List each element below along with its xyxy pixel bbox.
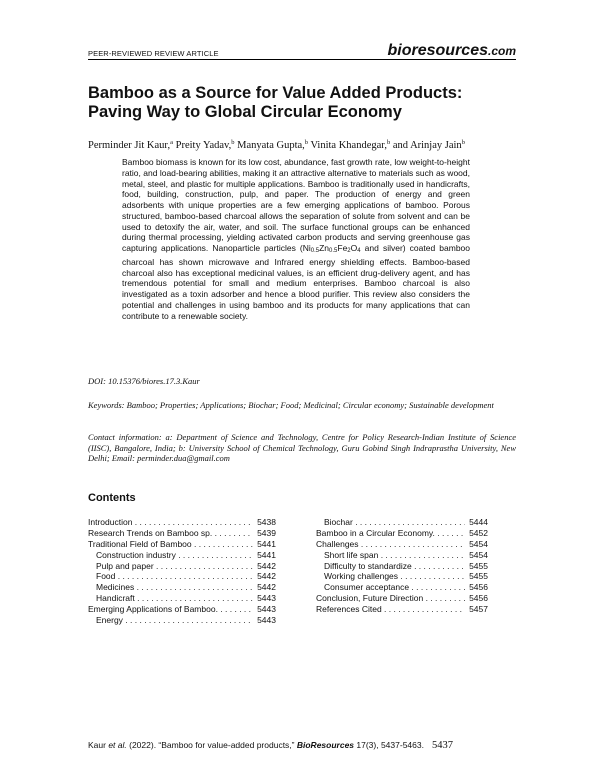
toc-entry[interactable]: Research Trends on Bamboo sp. . . . 5439 [88, 528, 276, 539]
title-line-2: Paving Way to Global Circular Economy [88, 103, 402, 121]
toc-entry[interactable]: Difficulty to standardize . . . 5455 [316, 561, 488, 572]
journal-name: BioResources [296, 740, 355, 750]
toc-entry[interactable]: Conclusion, Future Direction . . . 5456 [316, 593, 488, 604]
toc-column-right [316, 517, 488, 615]
logo-main: bioresources [387, 42, 488, 59]
author-3: Manyata Gupta,$^b$ [234, 139, 309, 151]
author-1: Perminder Jit Kaur,$^a$ [88, 139, 173, 151]
toc-entry[interactable]: Short life span . . . 5454 [316, 550, 488, 561]
toc-entry[interactable]: References Cited . . . 5457 [316, 604, 488, 615]
title-line-1: Bamboo as a Source for Value Added Products: [88, 84, 463, 102]
toc-entry[interactable]: Medicines . . . 5442 [88, 582, 276, 593]
toc-entry[interactable]: Energy . . . 5443 [88, 615, 276, 626]
contact-information: Contact information: a: Department of Science and Technology, Centre for Policy Research-Indian Institute of Science (IISC), Bangalore, India; b: University School of Chemical Technology, Guru Gobind Singh Indraprastha University, New Delhi; Email: perminder.dua@gmail.com [88, 432, 516, 463]
toc-entry[interactable]: Introduction . . . 5438 [88, 517, 276, 528]
toc-column-left [88, 517, 276, 626]
toc-entry[interactable]: Handicraft . . . 5443 [88, 593, 276, 604]
toc-entry[interactable]: Challenges . . . 5454 [316, 539, 488, 550]
author-4: Vinita Khandegar,$^b$ [308, 139, 391, 151]
toc-entry[interactable]: Emerging Applications of Bamboo. . . . 5443 [88, 604, 276, 615]
page-number: 5437 [431, 740, 453, 751]
toc-entry[interactable]: Consumer acceptance . . . 5456 [316, 582, 488, 593]
abstract: Bamboo biomass is known for its low cost, abundance, fast growth rate, low weight-to-height ratio, and load-bearing abilities, making it an attractive alternative to materials such as wood, metal, steel, and plastic for multiple applications. Bamboo is traditionally used in handicrafts, food, building, construction, pulp, and paper. The production of energy and green adsorbents with unique properties are a few emerging applications of bamboo. Porous structured, bamboo-based charcoal allows the separation of solute from solvent and can be used to detoxify the air, water, and soil. The surface functional groups can be enhanced during thermal processing, yielding activated carbon products and serving greenhouse gas capturing applications. Nanoparticle particles ($Ni_{0.5}Zn_{0.5}Fe_2O_4$ and silver) coated bamboo charcoal has shown microwave and Infrared energy shielding effects. Bamboo-based charcoal also has exceptional medicinal values, is an efficient drug-delivery agent, and has tremendous potential for small and medium enterprises. Bamboo charcoal is also investigated as a toxin adsorber and hence a blood purifier. This review also considers the potential and challenges in using bamboo and its products for many applications that can contribute to a renewable society. [122, 157, 470, 321]
author-2: Preity Yadav,$^b$ [173, 139, 235, 151]
header-rule [88, 59, 516, 60]
toc-entry[interactable]: Biochar . . . 5444 [316, 517, 488, 528]
citation-footer: Kaur et al. (2022). “Bamboo for value-added products,” BioResources 17(3), 5437-5463. 5437 [88, 740, 453, 751]
logo-tld: .com [487, 44, 516, 58]
toc-entry[interactable]: Bamboo in a Circular Economy. . . . 5452 [316, 528, 488, 539]
journal-header [88, 40, 516, 60]
toc-entry[interactable]: Construction industry . . . 5441 [88, 550, 276, 561]
toc-entry[interactable]: Food . . . 5442 [88, 571, 276, 582]
author-5: and Arinjay Jain$^b$ [390, 139, 465, 151]
toc-entry[interactable]: Working challenges . . . 5455 [316, 571, 488, 582]
journal-logo[interactable] [388, 43, 517, 59]
author-list [88, 136, 528, 152]
contents-heading: Contents [88, 492, 136, 504]
toc-entry[interactable]: Traditional Field of Bamboo . . . 5441 [88, 539, 276, 550]
article-title [88, 84, 518, 122]
article-type-label: PEER-REVIEWED REVIEW ARTICLE [88, 49, 219, 58]
doi-link[interactable]: DOI: 10.15376/biores.17.3.Kaur [88, 376, 200, 386]
toc-entry[interactable]: Pulp and paper . . . 5442 [88, 561, 276, 572]
keywords: Keywords: Bamboo; Properties; Applications; Biochar; Food; Medicinal; Circular economy; Sustainable development [88, 400, 494, 410]
